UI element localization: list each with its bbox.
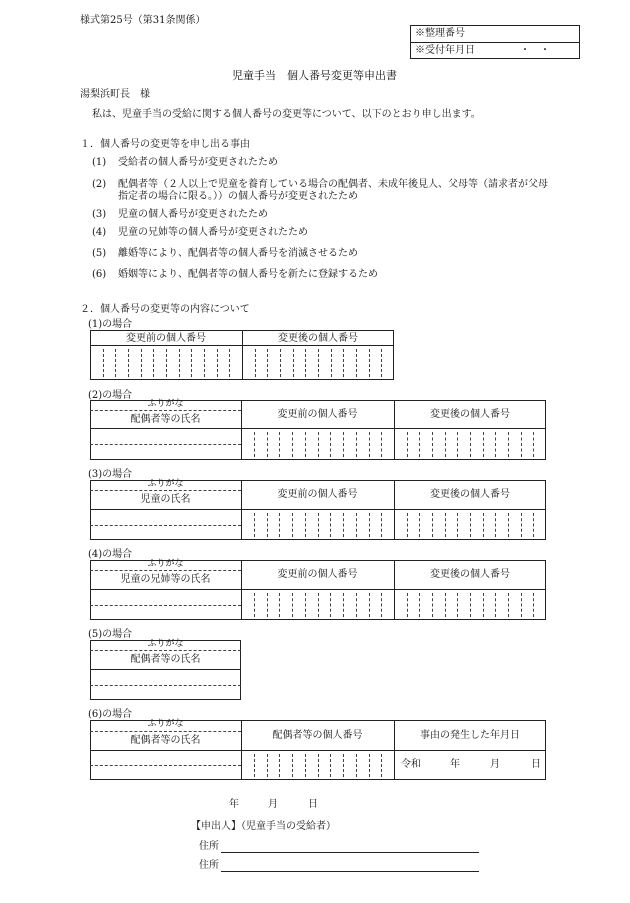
digit-separator — [457, 513, 458, 537]
digit-separator — [445, 593, 446, 617]
digit-separator — [115, 349, 116, 377]
digit-separator — [267, 593, 268, 617]
digit-separator — [381, 349, 382, 377]
digit-separator — [508, 593, 509, 617]
digit-separator — [153, 349, 154, 377]
digit-separator — [128, 349, 129, 377]
digit-separator — [305, 432, 306, 457]
case3-before-digits[interactable] — [241, 510, 394, 540]
case3-label: (3)の場合 — [88, 469, 133, 480]
case6-year: 年 — [450, 759, 460, 770]
digit-separator — [483, 432, 484, 457]
case6-name-header: 配偶者等の氏名 — [130, 735, 201, 746]
digit-separator — [521, 432, 522, 457]
case4-before-digits[interactable] — [241, 590, 394, 620]
digit-separator — [381, 513, 382, 537]
reason-1-num: (1) — [92, 157, 107, 168]
digit-separator — [267, 754, 268, 777]
case3-name-input[interactable] — [91, 526, 241, 540]
management-number-label: ※整理番号 — [415, 28, 465, 39]
digit-separator — [457, 432, 458, 457]
case3-furigana-input[interactable] — [91, 510, 241, 525]
digit-separator — [254, 593, 255, 617]
digit-separator — [419, 432, 420, 457]
digit-separator — [495, 432, 496, 457]
case1-after-header: 変更後の個人番号 — [278, 333, 358, 344]
digit-separator — [229, 349, 230, 377]
digit-separator — [356, 593, 357, 617]
digit-separator — [432, 513, 433, 537]
digit-separator — [521, 593, 522, 617]
case2-furigana: ふりがな — [147, 399, 184, 409]
digit-separator — [369, 593, 370, 617]
case4-name-input[interactable] — [91, 606, 241, 620]
digit-separator — [381, 754, 382, 777]
digit-separator — [179, 349, 180, 377]
case6-number-digits[interactable] — [241, 751, 394, 780]
applicant-heading: 【申出人】（児童手当の受給者） — [191, 821, 336, 832]
case5-name-header: 配偶者等の氏名 — [130, 654, 201, 665]
digit-separator — [305, 513, 306, 537]
digit-separator — [533, 513, 534, 537]
case4-furigana-input[interactable] — [91, 590, 241, 605]
digit-separator — [305, 754, 306, 777]
reason-5-text: 離婚等により、配偶者等の個人番号を消滅させるため — [118, 248, 358, 259]
digit-separator — [330, 593, 331, 617]
case5-name-input[interactable] — [91, 686, 241, 700]
case1-before-digits[interactable] — [90, 346, 242, 380]
digit-separator — [330, 513, 331, 537]
digit-separator — [483, 593, 484, 617]
reason-3-text: 児童の個人番号が変更されたため — [118, 209, 268, 220]
digit-separator — [419, 513, 420, 537]
digit-separator — [407, 432, 408, 457]
case5-furigana-input[interactable] — [91, 670, 241, 685]
digit-separator — [495, 593, 496, 617]
address2-line[interactable] — [221, 871, 479, 872]
case4-before-header: 変更前の個人番号 — [277, 569, 358, 580]
document-title: 児童手当 個人番号変更等申出書 — [232, 69, 397, 82]
digit-separator — [217, 349, 218, 377]
case2-name-input[interactable] — [91, 445, 241, 460]
reason-4-text: 児童の兄姉等の個人番号が変更されたため — [118, 227, 308, 238]
case3-name-header: 児童の氏名 — [140, 494, 191, 505]
digit-separator — [254, 754, 255, 777]
reason-2-text-line2: 指定者の場合に限る。））の個人番号が変更されたため — [118, 191, 358, 202]
footer-year: 年 — [229, 799, 239, 810]
case3-before-header: 変更前の個人番号 — [277, 489, 358, 500]
reason-5-num: (5) — [92, 248, 107, 259]
digit-separator — [470, 432, 471, 457]
case1-label: (1)の場合 — [88, 319, 133, 330]
case6-era: 令和 — [401, 759, 421, 770]
digit-separator — [445, 432, 446, 457]
digit-separator — [279, 513, 280, 537]
case4-furigana: ふりがな — [147, 559, 184, 569]
address1-label: 住所 — [199, 841, 219, 852]
case1-before-header: 変更前の個人番号 — [126, 333, 206, 344]
digit-separator — [141, 349, 142, 377]
digit-separator — [381, 593, 382, 617]
reason-3-num: (3) — [92, 209, 107, 220]
case6-furigana-input[interactable] — [91, 751, 241, 765]
address1-line[interactable] — [221, 852, 479, 853]
digit-separator — [279, 432, 280, 457]
case4-after-header: 変更後の個人番号 — [430, 569, 510, 580]
digit-separator — [508, 432, 509, 457]
digit-separator — [356, 349, 357, 377]
digit-separator — [292, 754, 293, 777]
digit-separator — [343, 349, 344, 377]
form-number: 様式第25号（第31条関係） — [80, 15, 206, 26]
intro-text: 私は、児童手当の受給に関する個人番号の変更等について、以下のとおり申し出ます。 — [92, 109, 481, 120]
case4-after-digits[interactable] — [394, 590, 546, 620]
digit-separator — [318, 432, 319, 457]
digit-separator — [508, 513, 509, 537]
case6-date-header: 事由の発生した年月日 — [420, 730, 520, 741]
case3-after-digits[interactable] — [394, 510, 546, 540]
case6-name-input[interactable] — [91, 766, 241, 780]
case3-after-header: 変更後の個人番号 — [430, 489, 510, 500]
footer-month: 月 — [268, 799, 278, 810]
digit-separator — [381, 432, 382, 457]
digit-separator — [407, 513, 408, 537]
digit-separator — [369, 754, 370, 777]
digit-separator — [318, 593, 319, 617]
digit-separator — [279, 593, 280, 617]
digit-separator — [457, 593, 458, 617]
digit-separator — [521, 513, 522, 537]
digit-separator — [255, 349, 256, 377]
case5-furigana: ふりがな — [147, 639, 184, 649]
digit-separator — [254, 432, 255, 457]
digit-separator — [533, 432, 534, 457]
digit-separator — [495, 513, 496, 537]
digit-separator — [330, 432, 331, 457]
digit-separator — [318, 513, 319, 537]
digit-separator — [356, 754, 357, 777]
digit-separator — [166, 349, 167, 377]
digit-separator — [103, 349, 104, 377]
reason-6-num: (6) — [92, 269, 107, 280]
case2-before-header: 変更前の個人番号 — [277, 409, 358, 420]
digit-separator — [369, 349, 370, 377]
reason-1-text: 受給者の個人番号が変更されたため — [118, 157, 278, 168]
digit-separator — [191, 349, 192, 377]
case5-label: (5)の場合 — [88, 629, 133, 640]
case2-before-digits[interactable] — [241, 429, 394, 460]
digit-separator — [343, 593, 344, 617]
digit-separator — [318, 754, 319, 777]
address2-label: 住所 — [199, 860, 219, 871]
digit-separator — [432, 432, 433, 457]
reason-2-num: (2) — [92, 179, 107, 190]
digit-separator — [369, 432, 370, 457]
digit-separator — [267, 349, 268, 377]
footer-day: 日 — [308, 799, 318, 810]
digit-separator — [280, 349, 281, 377]
digit-separator — [292, 513, 293, 537]
digit-separator — [356, 513, 357, 537]
received-date-dots: ・ ・ — [520, 45, 550, 56]
digit-separator — [470, 513, 471, 537]
case2-furigana-input[interactable] — [91, 429, 241, 444]
digit-separator — [305, 593, 306, 617]
case6-label: (6)の場合 — [88, 709, 133, 720]
case2-label: (2)の場合 — [88, 390, 133, 401]
received-date-label: ※受付年月日 — [415, 45, 475, 56]
case6-number-header: 配偶者等の個人番号 — [272, 730, 363, 741]
digit-separator — [470, 593, 471, 617]
digit-separator — [356, 432, 357, 457]
reason-6-text: 婚姻等により、配偶者等の個人番号を新たに登録するため — [118, 269, 378, 280]
digit-separator — [292, 432, 293, 457]
digit-separator — [407, 593, 408, 617]
addressee: 湯梨浜町長 様 — [80, 89, 150, 100]
case6-furigana: ふりがな — [147, 719, 184, 729]
digit-separator — [318, 349, 319, 377]
digit-separator — [343, 754, 344, 777]
digit-separator — [293, 349, 294, 377]
digit-separator — [204, 349, 205, 377]
digit-separator — [305, 349, 306, 377]
digit-separator — [331, 349, 332, 377]
digit-separator — [483, 513, 484, 537]
section2-heading: ２．個人番号の変更等の内容について — [80, 304, 250, 315]
case1-after-digits[interactable] — [242, 346, 394, 380]
digit-separator — [279, 754, 280, 777]
digit-separator — [369, 513, 370, 537]
case6-month: 月 — [490, 759, 500, 770]
digit-separator — [267, 432, 268, 457]
digit-separator — [432, 593, 433, 617]
case2-after-header: 変更後の個人番号 — [430, 409, 510, 420]
digit-separator — [419, 593, 420, 617]
digit-separator — [343, 432, 344, 457]
case2-after-digits[interactable] — [394, 429, 546, 460]
section1-heading: １．個人番号の変更等を申し出る事由 — [80, 139, 250, 150]
case4-label: (4)の場合 — [88, 549, 133, 560]
case4-name-header: 児童の兄姉等の氏名 — [120, 574, 211, 585]
reason-2-text: 配偶者等（２人以上で児童を養育している場合の配偶者、未成年後見人、父母等（請求者が父母 — [118, 179, 548, 190]
digit-separator — [292, 593, 293, 617]
reason-4-num: (4) — [92, 227, 107, 238]
digit-separator — [343, 513, 344, 537]
digit-separator — [267, 513, 268, 537]
case3-furigana: ふりがな — [147, 479, 184, 489]
digit-separator — [533, 593, 534, 617]
digit-separator — [445, 513, 446, 537]
case6-day: 日 — [531, 759, 541, 770]
case2-name-header: 配偶者等の氏名 — [130, 414, 201, 425]
digit-separator — [330, 754, 331, 777]
digit-separator — [254, 513, 255, 537]
